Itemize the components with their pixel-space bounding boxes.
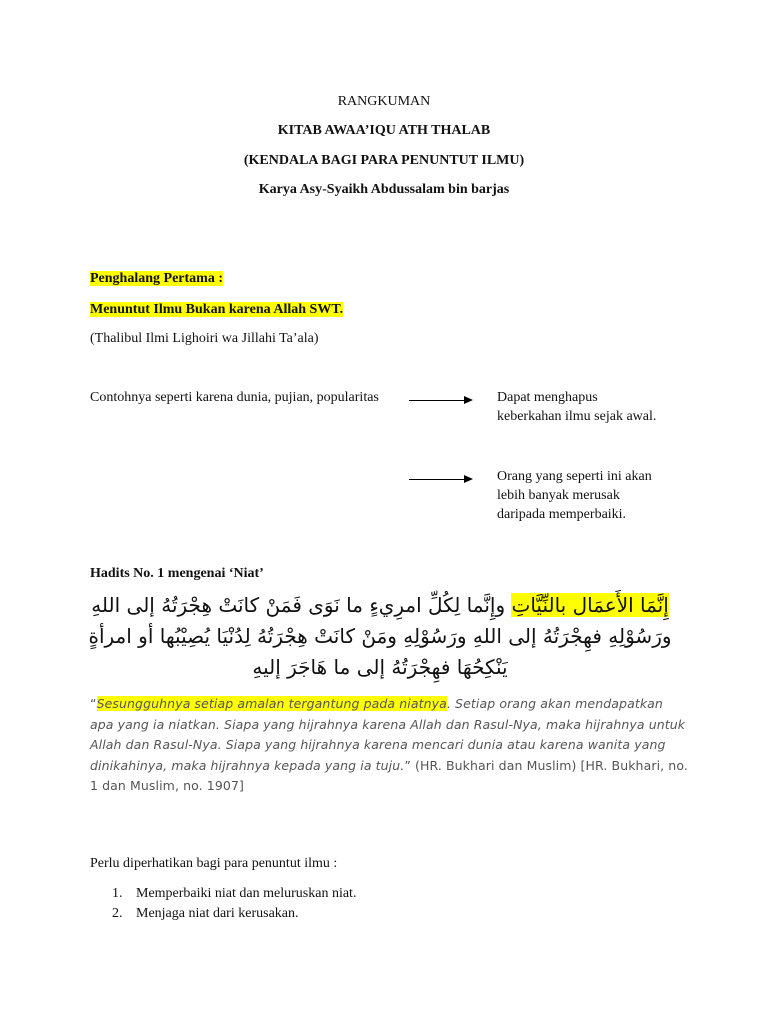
result2-line3: daripada memperbaiki. (497, 507, 627, 522)
result1-line1: Dapat menghapus (497, 390, 598, 405)
hadith-arabic-highlight: إِنَّمَا الأَعمَال بالنِّيَّاتِ (511, 593, 669, 617)
result2-line1: Orang yang seperti ini akan (497, 469, 652, 484)
section-heading-text: Menuntut Ilmu Bukan karena Allah SWT. (90, 302, 344, 317)
notes-intro: Perlu diperhatikan bagi para penuntut ilmu : (90, 856, 338, 871)
translation-highlight: Sesungguhnya setiap amalan tergantung pada niatnya (96, 696, 447, 711)
hadith-arabic-rest: وإِنَّما لِكُلِّ امرِيءٍ ما نَوَى فَمَنْ كانَتْ هِجْرَتُهُ إلى اللهِ ورَسُوْلِهِ فهِجْرَتُهُ إلى اللهِ ورَسُوْلِهِ ومَنْ كانَتْ هِجْرَتُهُ لِدُنْيَا يُصِيْبُها أو امرأةٍ يَنْكِحُهَا فهِجْرَتُهُ إلى ما هَاجَرَ إليهِ (88, 593, 672, 679)
hadith-title: Hadits No. 1 mengenai ‘Niat’ (90, 566, 264, 581)
list-item-number: 2. (112, 906, 123, 921)
arrow-right-icon (409, 400, 471, 401)
section-label (90, 271, 223, 287)
translation-italic: . Setiap orang akan mendapatkan apa yang ia niatkan. Siapa yang hijrahnya karena Allah dan Rasul-Nya, maka hijrahnya untuk Allah dan Rasul-Nya. Siapa yang hijrahnya karena mencari dunia atau karena wanita yang dinikahinya, maka hijrahnya kepada yang ia tuju. (90, 696, 686, 773)
hadith-arabic (80, 590, 680, 683)
hadith-translation (90, 694, 690, 797)
section-label-text: Penghalang Pertama : (90, 271, 223, 286)
result2-line2: lebih banyak merusak (497, 488, 620, 503)
translation-reference: ” (HR. Bukhari dan Muslim) [HR. Bukhari, no. 1 dan Muslim, no. 1907] (90, 757, 688, 793)
result1-line2: keberkahan ilmu sejak awal. (497, 409, 657, 424)
arrow-right-icon (409, 479, 471, 480)
translation-open-quote: “ (90, 696, 97, 711)
doc-header-rangkuman: RANGKUMAN (337, 94, 431, 109)
example-text: Contohnya seperti karena dunia, pujian, popularitas (90, 390, 379, 405)
list-item-number: 1. (112, 886, 123, 901)
section-heading (90, 302, 343, 318)
doc-title-kitab: KITAB AWAA’IQU ATH THALAB (277, 123, 491, 138)
list-item-text: Menjaga niat dari kerusakan. (136, 906, 299, 921)
doc-author: Karya Asy-Syaikh Abdussalam bin barjas (258, 182, 510, 197)
list-item-text: Memperbaiki niat dan meluruskan niat. (136, 886, 357, 901)
section-subtitle: (Thalibul Ilmi Lighoiri wa Jillahi Ta’ala) (90, 331, 319, 346)
doc-title-subtitle: (KENDALA BAGI PARA PENUNTUT ILMU) (243, 153, 525, 168)
